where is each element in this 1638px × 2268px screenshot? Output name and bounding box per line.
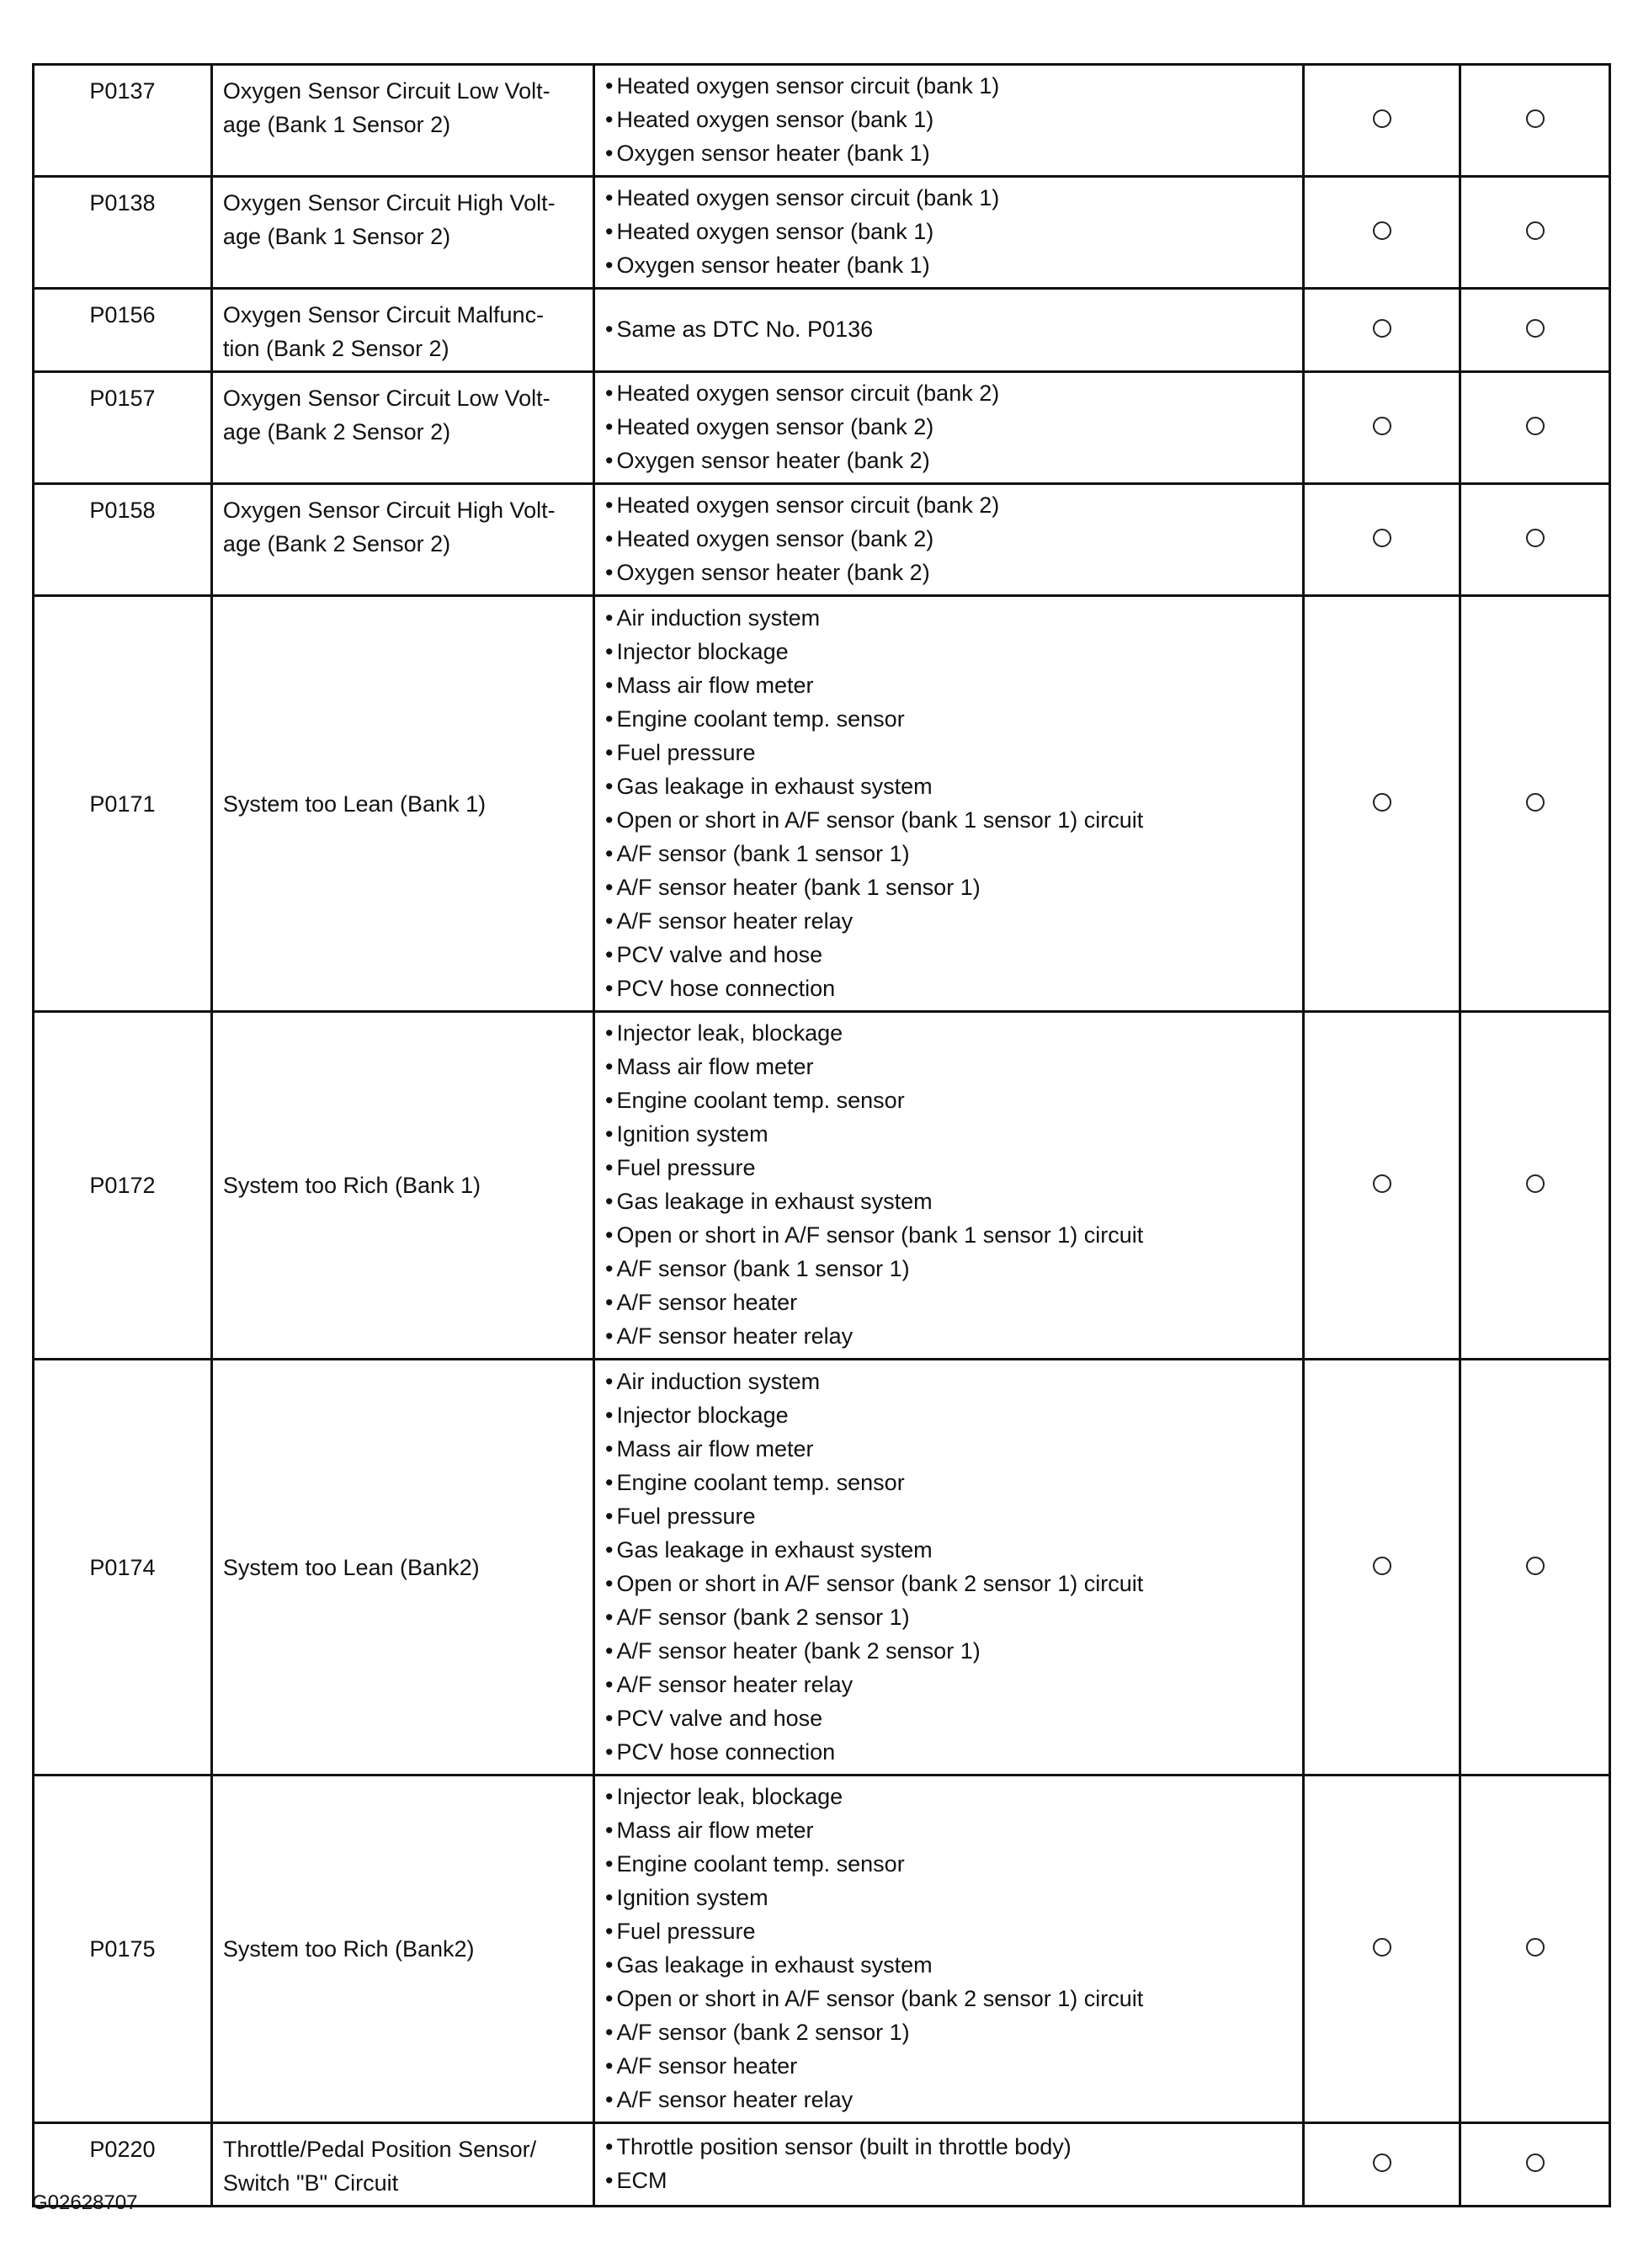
list-item: • Mass air flow meter [605,1813,1295,1847]
list-item: • Air induction system [605,601,1295,635]
detection-item: Oxygen Sensor Circuit High Volt- age (Bank 1 Sensor 2) [211,177,593,289]
mil-cell [1303,484,1460,596]
circle-icon [1526,1938,1545,1957]
detection-item: Throttle/Pedal Position Sensor/ Switch "B" Circuit [211,2123,593,2207]
detection-item: System too Lean (Bank2) [211,1360,593,1776]
list-item: • Oxygen sensor heater (bank 2) [605,556,1295,589]
dtc-code: P0175 [34,1776,212,2123]
circle-icon [1373,1938,1391,1957]
list-item: • Heated oxygen sensor (bank 2) [605,410,1295,444]
list-item: • A/F sensor (bank 1 sensor 1) [605,1252,1295,1286]
table-row [34,1360,1610,1776]
list-item: • Heated oxygen sensor circuit (bank 1) [605,181,1295,215]
table-row [34,484,1610,596]
list-item: • A/F sensor heater [605,1286,1295,1319]
trouble-area-cell [594,1012,1304,1360]
list-item: • Fuel pressure [605,736,1295,769]
list-item: • Ignition system [605,1117,1295,1151]
trouble-area-cell [594,484,1304,596]
list-item: • A/F sensor heater relay [605,1319,1295,1353]
list-item: • A/F sensor heater [605,2049,1295,2083]
list-item: • PCV hose connection [605,1735,1295,1769]
mil-cell [1303,289,1460,372]
memory-cell [1460,1360,1610,1776]
table-row [34,1776,1610,2123]
trouble-area-list [605,312,1295,346]
list-item: • Gas leakage in exhaust system [605,1533,1295,1567]
circle-icon [1373,1174,1391,1193]
memory-cell [1460,2123,1610,2207]
list-item: • Air induction system [605,1365,1295,1398]
list-item: • Ignition system [605,1881,1295,1914]
trouble-area-list [605,1780,1295,2116]
circle-icon [1526,109,1545,128]
list-item: • A/F sensor heater (bank 1 sensor 1) [605,870,1295,904]
list-item: • Oxygen sensor heater (bank 1) [605,248,1295,282]
trouble-area-cell [594,1776,1304,2123]
memory-cell [1460,1776,1610,2123]
mil-cell [1303,65,1460,177]
table-row [34,372,1610,484]
table-row [34,2123,1610,2207]
list-item: • Throttle position sensor (built in throttle body) [605,2130,1295,2164]
list-item: • Heated oxygen sensor (bank 2) [605,522,1295,556]
circle-icon [1526,2154,1545,2172]
table-row [34,289,1610,372]
trouble-area-list [605,1365,1295,1769]
circle-icon [1373,1557,1391,1575]
list-item: • Heated oxygen sensor circuit (bank 2) [605,488,1295,522]
trouble-area-list [605,376,1295,477]
memory-cell [1460,177,1610,289]
circle-icon [1526,221,1545,240]
circle-icon [1373,2154,1391,2172]
list-item: • A/F sensor heater (bank 2 sensor 1) [605,1634,1295,1668]
list-item: • Engine coolant temp. sensor [605,1083,1295,1117]
circle-icon [1373,319,1391,338]
circle-icon [1373,221,1391,240]
trouble-area-list [605,601,1295,1005]
list-item: • PCV valve and hose [605,1701,1295,1735]
detection-item: Oxygen Sensor Circuit Low Volt- age (Bank 2 Sensor 2) [211,372,593,484]
figure-id: G02628707 [32,2191,138,2214]
list-item: • Heated oxygen sensor (bank 1) [605,103,1295,136]
list-item: • Fuel pressure [605,1914,1295,1948]
memory-cell [1460,596,1610,1012]
list-item: • ECM [605,2164,1295,2197]
trouble-area-cell [594,65,1304,177]
dtc-code: P0174 [34,1360,212,1776]
list-item: • Injector blockage [605,1398,1295,1432]
dtc-code: P0220 [34,2123,212,2207]
circle-icon [1373,793,1391,812]
trouble-area-list [605,69,1295,170]
list-item: • Fuel pressure [605,1151,1295,1185]
list-item: • A/F sensor (bank 1 sensor 1) [605,837,1295,870]
circle-icon [1526,319,1545,338]
list-item: • Injector leak, blockage [605,1780,1295,1813]
dtc-code: P0171 [34,596,212,1012]
dtc-code: P0157 [34,372,212,484]
mil-cell [1303,1360,1460,1776]
memory-cell [1460,484,1610,596]
list-item: • Engine coolant temp. sensor [605,1466,1295,1499]
detection-item: System too Lean (Bank 1) [211,596,593,1012]
list-item: • Open or short in A/F sensor (bank 2 sensor 1) circuit [605,1982,1295,2015]
list-item: • A/F sensor heater relay [605,904,1295,938]
trouble-area-cell [594,289,1304,372]
detection-item: Oxygen Sensor Circuit Malfunc- tion (Bank 2 Sensor 2) [211,289,593,372]
list-item: • Engine coolant temp. sensor [605,702,1295,736]
trouble-area-list [605,2130,1295,2197]
mil-cell [1303,2123,1460,2207]
circle-icon [1373,417,1391,435]
table-row [34,596,1610,1012]
list-item: • PCV hose connection [605,972,1295,1005]
circle-icon [1373,529,1391,547]
trouble-area-cell [594,372,1304,484]
detection-item: Oxygen Sensor Circuit High Volt- age (Bank 2 Sensor 2) [211,484,593,596]
detection-item: Oxygen Sensor Circuit Low Volt- age (Bank 1 Sensor 2) [211,65,593,177]
dtc-table [32,63,1611,2207]
list-item: • Same as DTC No. P0136 [605,312,1295,346]
list-item: • Heated oxygen sensor (bank 1) [605,215,1295,248]
dtc-code: P0156 [34,289,212,372]
dtc-code: P0158 [34,484,212,596]
list-item: • A/F sensor (bank 2 sensor 1) [605,1600,1295,1634]
circle-icon [1526,1174,1545,1193]
mil-cell [1303,1012,1460,1360]
list-item: • Gas leakage in exhaust system [605,1948,1295,1982]
list-item: • Mass air flow meter [605,1050,1295,1083]
list-item: • PCV valve and hose [605,938,1295,972]
list-item: • A/F sensor heater relay [605,2083,1295,2116]
list-item: • Mass air flow meter [605,668,1295,702]
trouble-area-cell [594,2123,1304,2207]
mil-cell [1303,596,1460,1012]
mil-cell [1303,1776,1460,2123]
table-row [34,65,1610,177]
detection-item: System too Rich (Bank 1) [211,1012,593,1360]
dtc-code: P0137 [34,65,212,177]
list-item: • Fuel pressure [605,1499,1295,1533]
trouble-area-cell [594,1360,1304,1776]
list-item: • Heated oxygen sensor circuit (bank 1) [605,69,1295,103]
dtc-table-body [34,65,1610,2207]
trouble-area-list [605,181,1295,282]
circle-icon [1526,529,1545,547]
circle-icon [1526,1557,1545,1575]
memory-cell [1460,289,1610,372]
list-item: • Heated oxygen sensor circuit (bank 2) [605,376,1295,410]
list-item: • Injector leak, blockage [605,1016,1295,1050]
mil-cell [1303,177,1460,289]
memory-cell [1460,372,1610,484]
list-item: • Open or short in A/F sensor (bank 2 sensor 1) circuit [605,1567,1295,1600]
list-item: • Gas leakage in exhaust system [605,769,1295,803]
list-item: • A/F sensor (bank 2 sensor 1) [605,2015,1295,2049]
memory-cell [1460,65,1610,177]
list-item: • Oxygen sensor heater (bank 2) [605,444,1295,477]
dtc-code: P0172 [34,1012,212,1360]
list-item: • Mass air flow meter [605,1432,1295,1466]
list-item: • Engine coolant temp. sensor [605,1847,1295,1881]
list-item: • Gas leakage in exhaust system [605,1185,1295,1218]
mil-cell [1303,372,1460,484]
list-item: • Oxygen sensor heater (bank 1) [605,136,1295,170]
circle-icon [1373,109,1391,128]
trouble-area-list [605,1016,1295,1353]
list-item: • A/F sensor heater relay [605,1668,1295,1701]
list-item: • Open or short in A/F sensor (bank 1 sensor 1) circuit [605,1218,1295,1252]
list-item: • Open or short in A/F sensor (bank 1 sensor 1) circuit [605,803,1295,837]
trouble-area-cell [594,177,1304,289]
memory-cell [1460,1012,1610,1360]
dtc-code: P0138 [34,177,212,289]
trouble-area-cell [594,596,1304,1012]
list-item: • Injector blockage [605,635,1295,668]
detection-item: System too Rich (Bank2) [211,1776,593,2123]
trouble-area-list [605,488,1295,589]
table-row [34,177,1610,289]
circle-icon [1526,793,1545,812]
circle-icon [1526,417,1545,435]
table-row [34,1012,1610,1360]
